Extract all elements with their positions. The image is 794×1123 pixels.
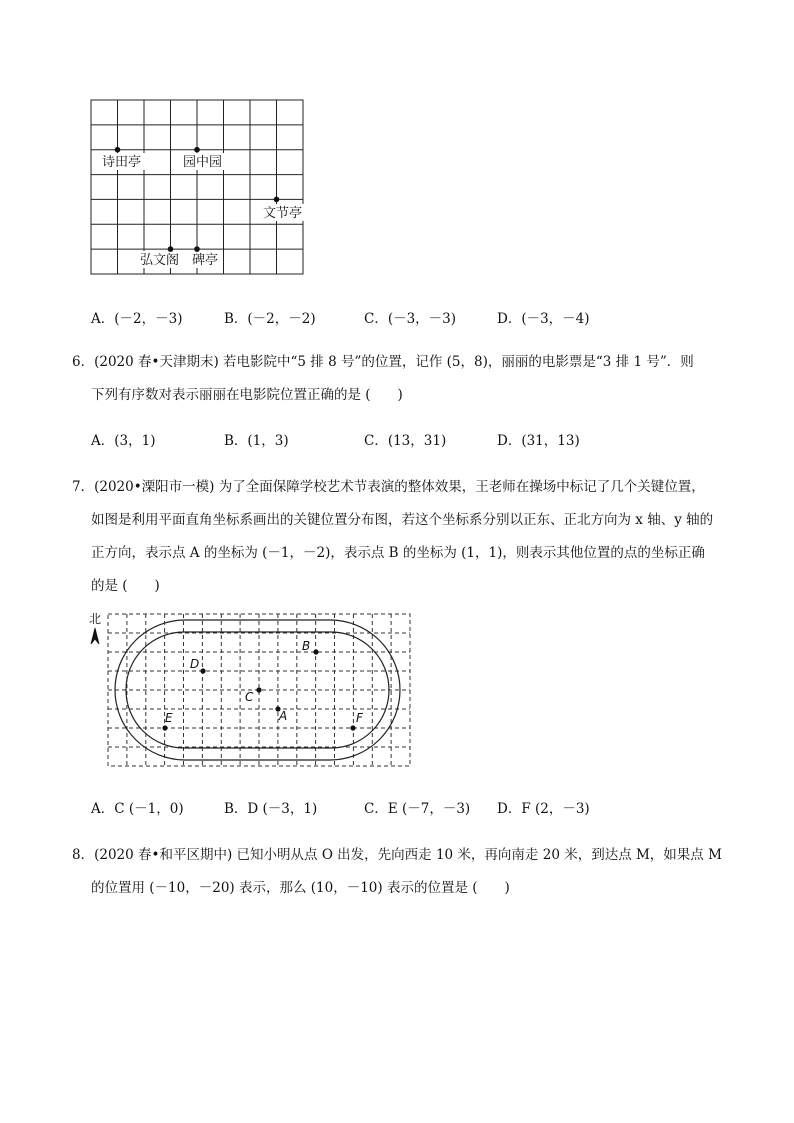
q7-line-2: 如图是利用平面直角坐标系画出的关键位置分布图，若这个坐标系分别以正东、正北方向为 x 轴、y 轴的 bbox=[91, 512, 714, 528]
q6-option-a[interactable]: A．(3，1) bbox=[91, 433, 156, 449]
q7-line-4: 的是 ( ) bbox=[91, 578, 160, 594]
point-E bbox=[162, 725, 167, 730]
label-point-A: A bbox=[279, 709, 288, 723]
label-shitian: 诗田亭 bbox=[102, 155, 142, 170]
q7-option-c[interactable]: C．E (－7，－3) bbox=[364, 801, 471, 817]
q7-line-1: 7．(2020•溧阳市一模) 为了全面保障学校艺术节表演的整体效果，王老师在操场中标记了几个关键位置， bbox=[72, 479, 705, 495]
q6-line-1: 6．(2020 春•天津期末) 若电影院中“5 排 8 号”的位置，记作 (5，8)，丽丽的电影票是“3 排 1 号”．则 bbox=[72, 354, 694, 370]
q5-option-a[interactable]: A．(－2，－3) bbox=[91, 311, 183, 327]
label-hongwen: 弘文阁 bbox=[140, 253, 180, 268]
label-bei: 碑亭 bbox=[192, 253, 219, 268]
playground-svg bbox=[86, 606, 416, 772]
label-wenjie: 文节亭 bbox=[263, 206, 303, 221]
park-grid-figure bbox=[86, 96, 310, 284]
label-point-C: C bbox=[245, 690, 254, 704]
q6-line-2: 下列有序数对表示丽丽在电影院位置正确的是 ( ) bbox=[91, 387, 403, 403]
q5-option-c[interactable]: C．(－3，－3) bbox=[364, 311, 457, 327]
point-yuanzhong bbox=[194, 147, 200, 153]
q7-line-3: 正方向，表示点 A 的坐标为 (－1，－2)，表示点 B 的坐标为 (1，1)，则表示其他位置的点的坐标正确 bbox=[91, 545, 705, 561]
point-shitian bbox=[115, 147, 121, 153]
point-C bbox=[256, 687, 261, 692]
q8-line-1: 8．(2020 春•和平区期中) 已知小明从点 O 出发，先向西走 10 米，再向南走 20 米，到达点 M，如果点 M bbox=[72, 847, 722, 863]
label-point-E: E bbox=[165, 711, 173, 725]
label-yuanzhong: 园中园 bbox=[183, 155, 223, 170]
label-point-B: B bbox=[302, 639, 311, 653]
point-hongwen bbox=[168, 246, 174, 252]
label-point-F: F bbox=[356, 711, 363, 725]
north-label: 北 bbox=[89, 612, 102, 626]
label-point-D: D bbox=[190, 657, 200, 671]
point-bei bbox=[194, 246, 200, 252]
q7-option-a[interactable]: A．C (－1，0) bbox=[91, 801, 184, 817]
q6-option-d[interactable]: D．(31，13) bbox=[497, 433, 580, 449]
point-D bbox=[200, 668, 205, 673]
q8-line-2: 的位置用 (－10，－20) 表示，那么 (10，－10) 表示的位置是 ( ) bbox=[91, 880, 510, 896]
q5-option-d[interactable]: D．(－3，－4) bbox=[497, 311, 590, 327]
q6-option-c[interactable]: C．(13，31) bbox=[364, 433, 447, 449]
point-F bbox=[350, 725, 355, 730]
park-grid-svg bbox=[86, 96, 310, 280]
q7-option-d[interactable]: D．F (2，－3) bbox=[497, 801, 590, 817]
point-B bbox=[313, 649, 318, 654]
point-wenjie bbox=[274, 197, 280, 203]
q7-option-b[interactable]: B．D (－3，1) bbox=[224, 801, 318, 817]
q6-option-b[interactable]: B．(1，3) bbox=[224, 433, 289, 449]
playground-figure bbox=[86, 606, 416, 776]
q5-option-b[interactable]: B．(－2，－2) bbox=[224, 311, 316, 327]
